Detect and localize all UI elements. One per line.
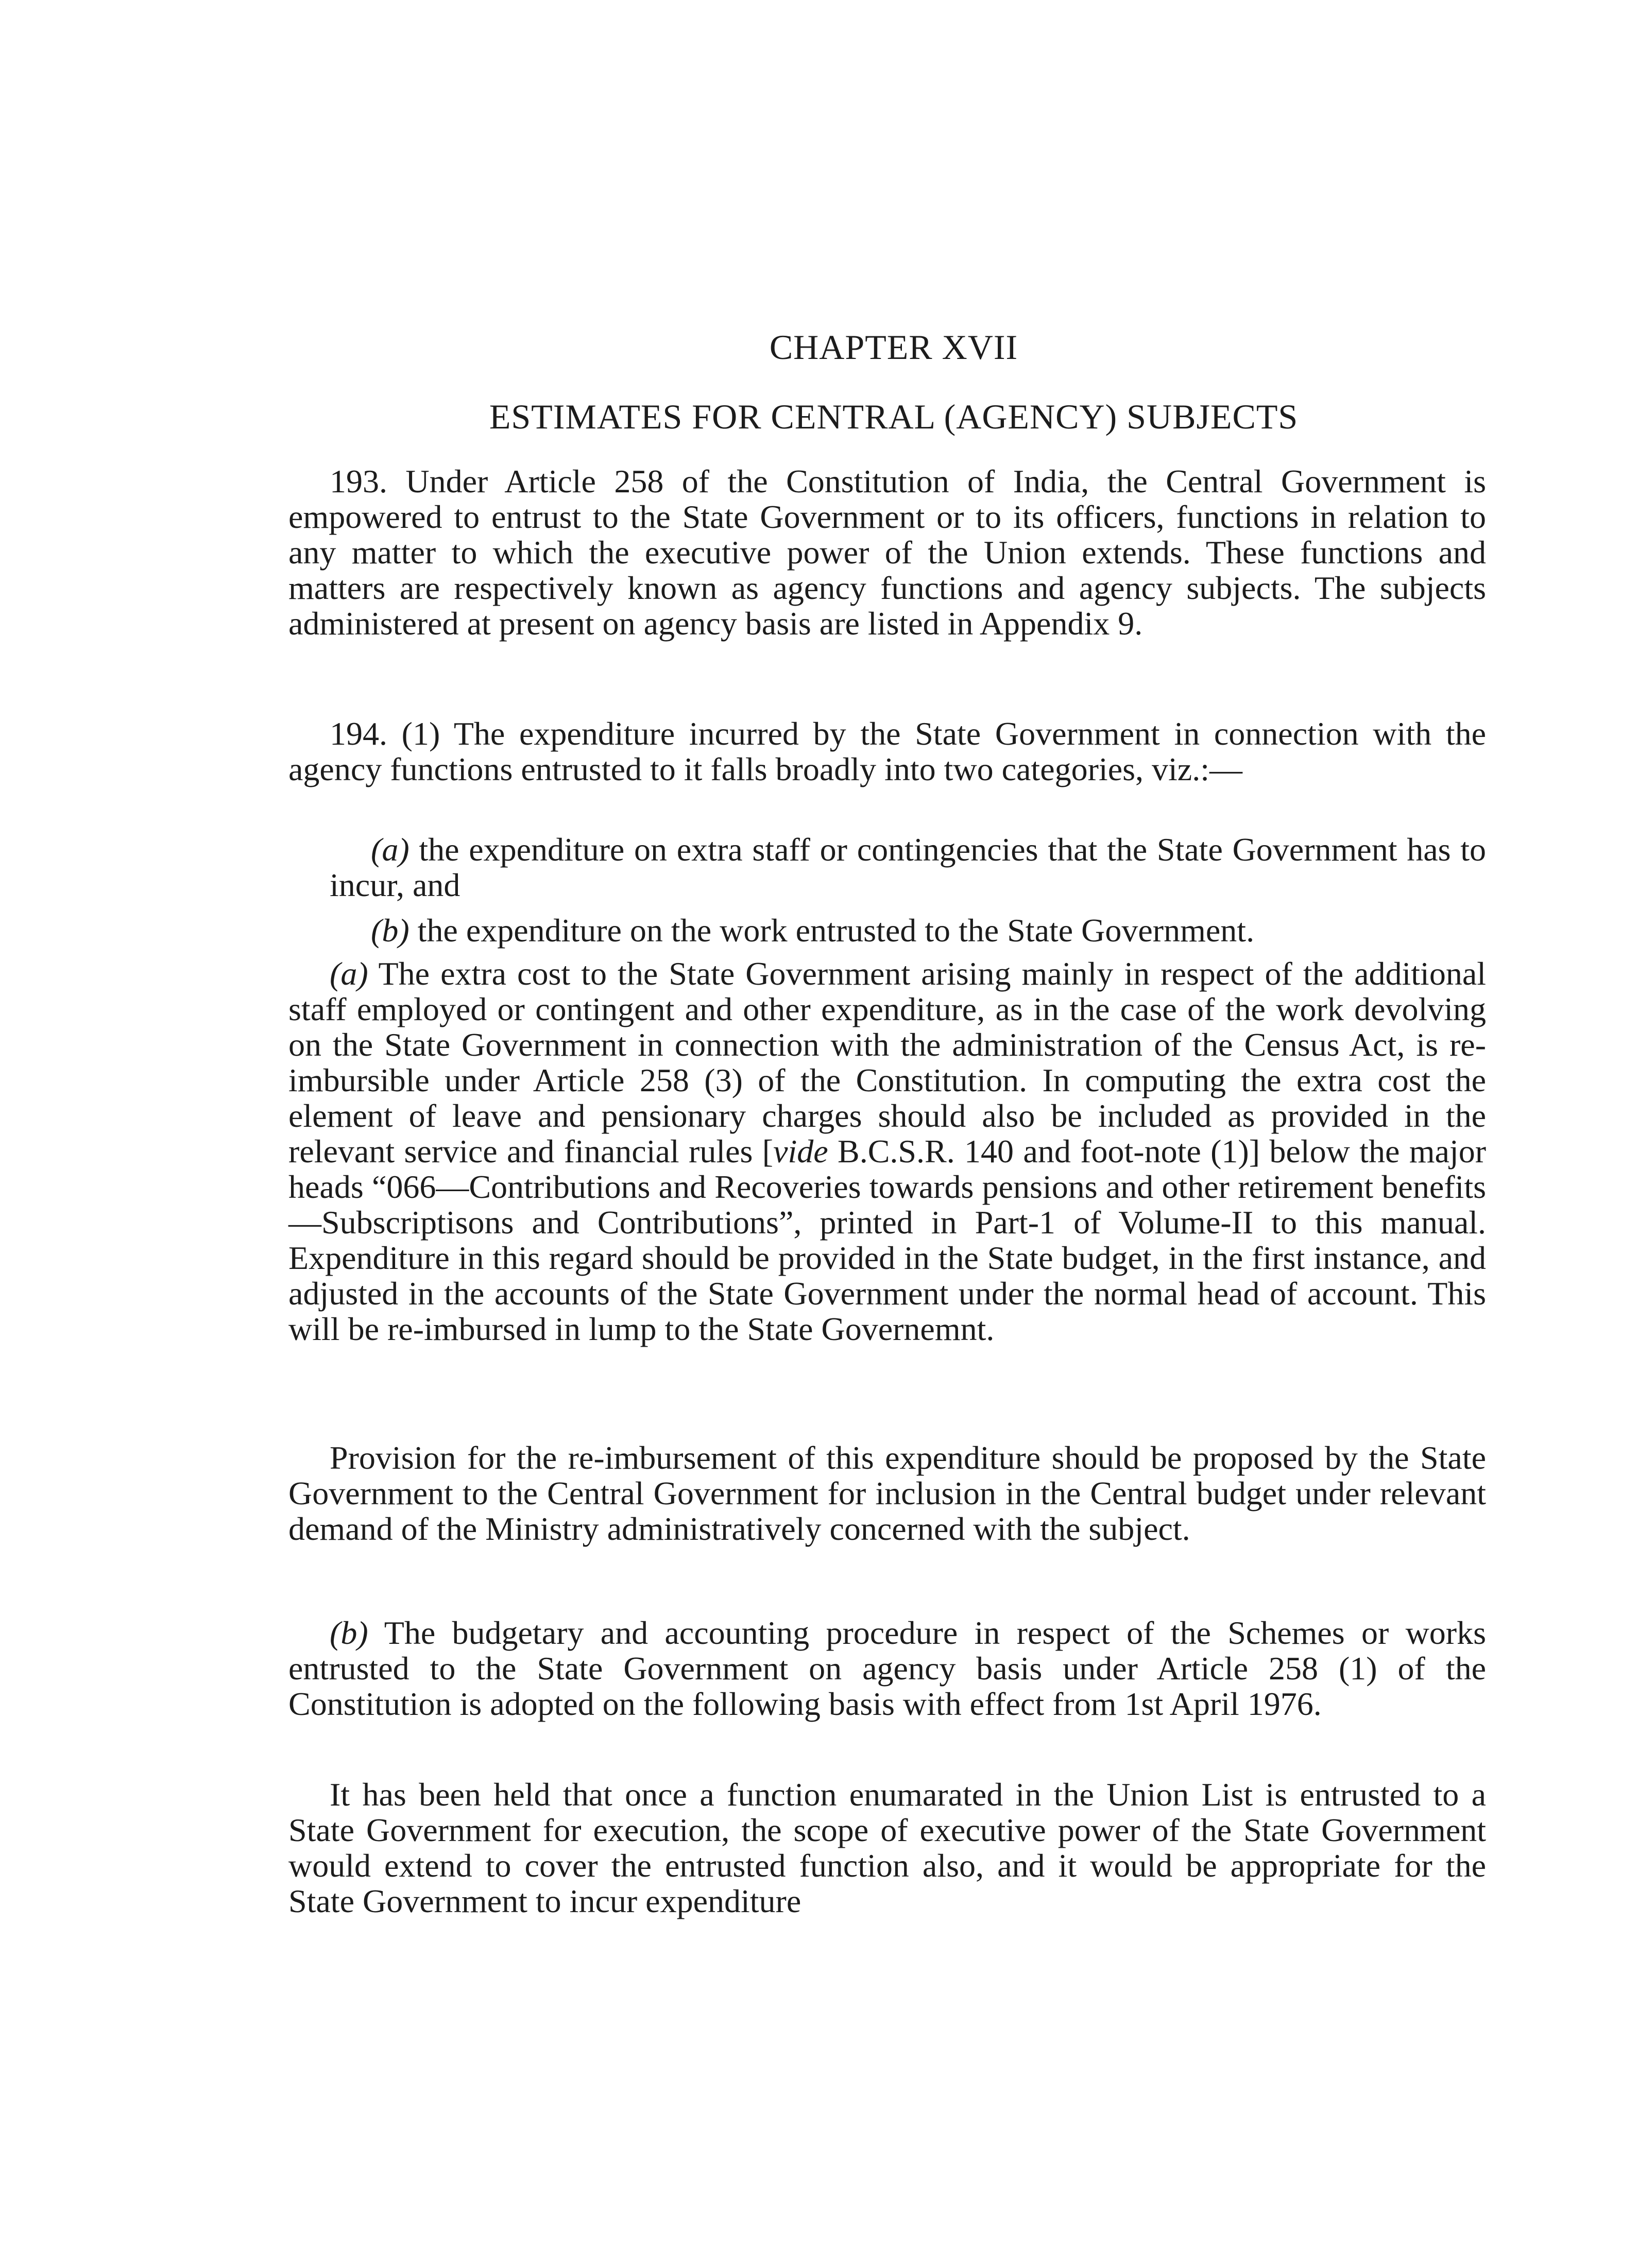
clause-a-marker: (a): [371, 831, 410, 868]
chapter-heading: CHAPTER XVII: [769, 328, 1018, 367]
clause-a-text: the expenditure on extra staff or contingencies that the State Government has to incur, and: [330, 831, 1486, 903]
paragraph-193: 193. Under Article 258 of the Constitution of India, the Central Government is empowered to entrust to the State Government or to its officers, functions in relation to any matter to which the executive power of the Union extends. These functions and matters are respectively known as agency functions and agency subjects. The subjects administered at present on agency basis are listed in Appendix 9.: [288, 463, 1486, 642]
chapter-title: ESTIMATES FOR CENTRAL (AGENCY) SUBJECTS: [489, 397, 1299, 436]
paragraph-b-text: The budgetary and accounting procedure in respect of the Schemes or works entrusted to the State Government on agency basis under Article 258 (1) of the Constitution is adopted on the following basis with effect from 1st April 1976.: [288, 1614, 1486, 1722]
paragraph-a-marker: (a): [330, 955, 368, 992]
paragraph-194: 194. (1) The expenditure incurred by the State Government in connection with the agency functions entrusted to it falls broadly into two categories, viz.:—: [288, 715, 1486, 787]
paragraph-a-extra-cost: [288, 956, 1486, 1347]
paragraph-b-procedure: [288, 1615, 1486, 1722]
paragraph-held: It has been held that once a function enumarated in the Union List is entrusted to a State Government for execution, the scope of executive power of the State Government would extend to cover the entrusted function also, and it would be appropriate for the State Government to incur expenditure: [288, 1776, 1486, 1919]
paragraph-provision: Provision for the re-imbursement of this expenditure should be proposed by the State Government to the Central Government for inclusion in the Central budget under relevant demand of the Ministry administratively concerned with the subject.: [288, 1439, 1486, 1547]
clause-b-list-item: [330, 913, 1486, 948]
paragraph-a-text-2: B.C.S.R. 140 and foot-note (1)] below the major heads “066—Contributions and Recoveries towards pensions and other retirement benefits—Subscriptisons and Contributions”, printed in Part-1 of Volume-II to this manual. Expenditure in this regard should be provided in the State budget, in the first instance, and adjusted in the accounts of the State Government under the normal head of account. This will be re-imbursed in lump to the State Governemnt.: [288, 1133, 1487, 1347]
clause-b-text: the expenditure on the work entrusted to the State Government.: [409, 912, 1255, 949]
clause-a-list-item: [330, 832, 1486, 903]
vide-term: vide: [773, 1133, 828, 1170]
paragraph-b-marker: (b): [330, 1614, 368, 1651]
paragraph-a-text-1: The extra cost to the State Government arising mainly in respect of the additional staff employed or contingent and other expenditure, as in the case of the work devolving on the State Government in connection with the administration of the Census Act, is re-imbursible under Article 258 (3) of the Constitution. In computing the extra cost the element of leave and pensionary charges should also be included as provided in the relevant service and financial rules [: [288, 955, 1486, 1170]
clause-b-marker: (b): [371, 912, 410, 949]
